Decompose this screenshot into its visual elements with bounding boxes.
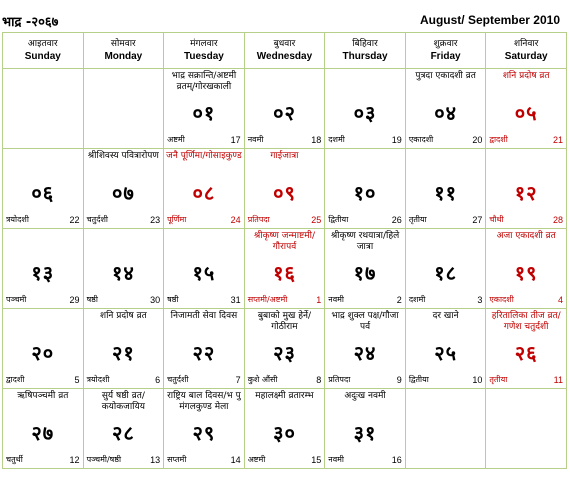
weekday-header — [3, 33, 84, 69]
tithi-label: चतुर्थी — [6, 455, 23, 464]
nepali-date-number: २६ — [514, 341, 538, 365]
english-date-number: 23 — [150, 215, 161, 225]
tithi-label: एकादशी — [408, 135, 434, 144]
nepali-date-number: ०९ — [273, 181, 296, 205]
day-event: महालक्ष्मी व्रतारम्भ — [255, 391, 314, 401]
nepali-date-number: २१ — [111, 341, 135, 365]
english-date-number: 1 — [316, 295, 322, 305]
english-date-number: 26 — [391, 215, 402, 225]
nepali-date-number: २९ — [192, 421, 216, 445]
weekday-nepali: बुधवार — [273, 39, 296, 49]
day-event: भाद्र सक्रान्ति/अष्टमी व्रतम्/गोरखकाली — [171, 71, 237, 92]
tithi-label: द्वितीया — [328, 215, 349, 224]
day-event: अजा एकादशी व्रत — [496, 231, 556, 241]
day-event: गाईजात्रा — [270, 151, 299, 161]
weekday-header — [244, 33, 325, 69]
day-cell[interactable] — [486, 309, 567, 389]
nepali-date-number: १५ — [192, 261, 216, 285]
weekday-english: Friday — [430, 51, 461, 62]
day-cell[interactable] — [486, 69, 567, 149]
nepali-date-number: ०८ — [192, 181, 216, 205]
nepali-date-number: २८ — [111, 421, 135, 445]
day-cell[interactable] — [83, 309, 164, 389]
week-row — [3, 69, 567, 149]
nepali-date-number: ०२ — [273, 101, 296, 125]
day-cell[interactable] — [405, 69, 486, 149]
english-months-title: August/ September 2010 — [419, 13, 560, 27]
english-date-number: 7 — [235, 375, 241, 385]
day-cell[interactable] — [83, 229, 164, 309]
english-date-number: 3 — [477, 295, 483, 305]
tithi-label: दशमी — [328, 135, 345, 144]
nepali-date-number: १३ — [31, 261, 55, 285]
english-date-number: 10 — [472, 375, 483, 385]
nepali-date-number: ०३ — [353, 101, 377, 125]
week-row — [3, 309, 567, 389]
day-cell[interactable] — [244, 69, 325, 149]
nepali-date-number: ३० — [273, 421, 296, 445]
day-cell[interactable] — [405, 229, 486, 309]
calendar-grid — [2, 32, 567, 469]
day-event: पुत्रदा एकादशी व्रत — [415, 71, 476, 81]
day-cell[interactable] — [164, 389, 245, 469]
nepali-date-number: १२ — [514, 181, 538, 205]
english-date-number: 21 — [552, 135, 563, 145]
empty-day-cell — [83, 69, 164, 149]
tithi-label: चौथी — [489, 215, 504, 224]
tithi-label: सप्तमी — [167, 455, 187, 464]
english-date-number: 14 — [230, 455, 241, 465]
week-row — [3, 149, 567, 229]
day-event: हरितालिका तीज व्रत/गणेश चतुर्दशी — [491, 311, 561, 332]
english-date-number: 24 — [230, 215, 241, 225]
day-cell[interactable] — [83, 389, 164, 469]
english-date-number: 20 — [472, 135, 483, 145]
day-event: शनि प्रदोष व्रत — [502, 71, 550, 81]
day-event: ऋषिपञ्चमी व्रत — [17, 391, 69, 401]
tithi-label: तृतीया — [408, 215, 427, 224]
english-date-number: 19 — [391, 135, 402, 145]
english-date-number: 22 — [69, 215, 80, 225]
tithi-label: चतुर्दशी — [86, 215, 108, 224]
tithi-label: षष्ठी — [167, 295, 179, 304]
nepali-date-number: १६ — [273, 261, 296, 285]
tithi-label: द्वितीया — [408, 375, 429, 384]
tithi-label: सप्तमी/अष्टमी — [247, 295, 288, 304]
weekday-english: Sunday — [24, 51, 61, 62]
weekday-header-row — [3, 33, 567, 69]
english-date-number: 31 — [230, 295, 241, 305]
weekday-nepali: सोमवार — [110, 39, 136, 49]
tithi-label: प्रतिपदा — [247, 215, 270, 224]
tithi-label: षष्ठी — [86, 295, 98, 304]
english-date-number: 15 — [311, 455, 322, 465]
day-cell[interactable] — [244, 149, 325, 229]
nepali-date-number: ११ — [434, 181, 457, 205]
tithi-label: कुशे औंसी — [247, 375, 278, 384]
tithi-label: प्रतिपदा — [328, 375, 351, 384]
calendar-header — [0, 0, 570, 32]
tithi-label: दशमी — [408, 295, 426, 304]
day-cell[interactable] — [405, 309, 486, 389]
nepali-date-number: २७ — [31, 421, 55, 445]
tithi-label: एकादशी — [489, 295, 514, 304]
nepali-date-number: ०४ — [434, 101, 457, 125]
day-cell[interactable] — [83, 149, 164, 229]
empty-day-cell — [405, 389, 486, 469]
nepali-date-number: ०५ — [514, 101, 538, 125]
day-event: सुर्य षष्ठी व्रत/कयोकजायिय — [101, 391, 145, 412]
day-cell[interactable] — [164, 309, 245, 389]
day-cell[interactable] — [244, 309, 325, 389]
day-cell[interactable] — [164, 229, 245, 309]
english-date-number: 8 — [316, 375, 322, 385]
day-cell[interactable] — [325, 309, 406, 389]
day-cell[interactable] — [3, 229, 84, 309]
tithi-label: तृतीया — [489, 375, 508, 384]
empty-day-cell — [3, 69, 84, 149]
tithi-label: पञ्चमी — [6, 295, 27, 304]
day-cell[interactable] — [486, 149, 567, 229]
weekday-english: Saturday — [504, 51, 548, 62]
nepali-date-number: २४ — [353, 341, 377, 365]
english-date-number: 18 — [311, 135, 322, 145]
day-cell[interactable] — [405, 149, 486, 229]
day-cell[interactable] — [325, 389, 406, 469]
day-event: अदुःख नवमी — [344, 391, 386, 401]
nepali-date-number: १४ — [111, 261, 135, 285]
english-date-number: 2 — [396, 295, 402, 305]
day-cell[interactable] — [325, 229, 406, 309]
weekday-nepali: बिहिवार — [352, 39, 378, 49]
nepali-date-number: ०६ — [31, 181, 55, 205]
tithi-label: पञ्चमी/षष्ठी — [86, 455, 122, 464]
nepali-date-number: २० — [31, 341, 55, 365]
weekday-header — [486, 33, 567, 69]
weekday-header — [405, 33, 486, 69]
nepali-date-number: २५ — [434, 341, 457, 365]
english-date-number: 17 — [230, 135, 241, 145]
english-date-number: 13 — [150, 455, 161, 465]
weekday-header — [83, 33, 164, 69]
day-cell[interactable] — [244, 229, 325, 309]
day-event: श्रीकृष्ण रथयात्रा/हिले जात्रा — [330, 231, 400, 252]
tithi-label: नवमी — [328, 455, 344, 464]
weekday-english: Wednesday — [256, 51, 313, 62]
day-cell[interactable] — [325, 69, 406, 149]
weekday-english: Tuesday — [183, 51, 224, 62]
english-date-number: 16 — [391, 455, 402, 465]
english-date-number: 9 — [396, 375, 402, 385]
tithi-label: चतुर्दशी — [167, 375, 189, 384]
nepali-date-number: १७ — [353, 261, 377, 285]
day-cell[interactable] — [3, 149, 84, 229]
english-date-number: 28 — [552, 215, 563, 225]
weekday-english: Monday — [104, 51, 143, 62]
nepali-date-number: १९ — [514, 261, 538, 285]
weekday-nepali: आइतवार — [27, 39, 58, 49]
weekday-nepali: मंगलवार — [190, 39, 218, 49]
day-event: राष्ट्रिय बाल दिवस/भ पु मंगलकुण्ड मेला — [167, 391, 241, 412]
weekday-nepali: शुक्रवार — [433, 39, 458, 49]
day-cell[interactable] — [486, 229, 567, 309]
english-date-number: 30 — [150, 295, 161, 305]
nepali-date-number: ०१ — [192, 101, 216, 125]
nepali-date-number: १० — [353, 181, 377, 205]
tithi-label: त्रयोदशी — [6, 215, 29, 224]
english-date-number: 11 — [553, 375, 563, 385]
day-event: जनै पूर्णिमा/गोसाइकुण्ड — [166, 151, 242, 161]
day-cell[interactable] — [164, 149, 245, 229]
nepali-date-number: ३१ — [353, 421, 377, 445]
tithi-label: अष्टमी — [167, 135, 185, 144]
english-date-number: 4 — [557, 295, 563, 305]
day-event: निजामती सेवा दिवस — [170, 311, 238, 321]
nepali-date-number: २३ — [273, 341, 296, 365]
english-date-number: 27 — [472, 215, 483, 225]
day-cell[interactable] — [3, 389, 84, 469]
nepali-date-number: १८ — [434, 261, 457, 285]
day-cell[interactable] — [244, 389, 325, 469]
tithi-label: नवमी — [247, 135, 264, 144]
day-event: बुबाको मुख हेर्ने/गोठीराम — [257, 311, 312, 332]
tithi-label: द्वादशी — [489, 135, 508, 144]
empty-day-cell — [486, 389, 567, 469]
day-cell[interactable] — [325, 149, 406, 229]
weekday-header — [164, 33, 245, 69]
tithi-label: त्रयोदशी — [86, 375, 110, 384]
week-row — [3, 389, 567, 469]
week-row — [3, 229, 567, 309]
day-cell[interactable] — [164, 69, 245, 149]
day-event: भाद्र शुक्ल पक्ष/गौजा पर्व — [331, 311, 399, 332]
day-event: शनि प्रदोष व्रत — [99, 311, 147, 321]
tithi-label: अष्टमी — [247, 455, 266, 464]
day-event: दर खाने — [432, 311, 459, 321]
english-date-number: 29 — [69, 295, 80, 305]
tithi-label: पूर्णिमा — [167, 215, 187, 224]
day-cell[interactable] — [3, 309, 84, 389]
tithi-label: द्वादशी — [6, 375, 25, 384]
nepali-date-number: २२ — [192, 341, 216, 365]
english-date-number: 12 — [69, 455, 80, 465]
nepali-date-number: ०७ — [111, 181, 135, 205]
weekday-english: Thursday — [342, 51, 388, 62]
weekday-nepali: शनिवार — [513, 39, 539, 49]
day-event: श्रीशिवस्य पवित्रारोपण — [87, 151, 159, 161]
english-date-number: 5 — [74, 375, 80, 385]
weekday-header — [325, 33, 406, 69]
nepali-month-title: भाद्र -२०६७ — [2, 15, 59, 30]
english-date-number: 6 — [155, 375, 161, 385]
tithi-label: नवमी — [328, 295, 344, 304]
english-date-number: 25 — [311, 215, 322, 225]
day-event: श्रीकृष्ण जन्माष्टमी/गौरापर्व — [253, 231, 316, 252]
